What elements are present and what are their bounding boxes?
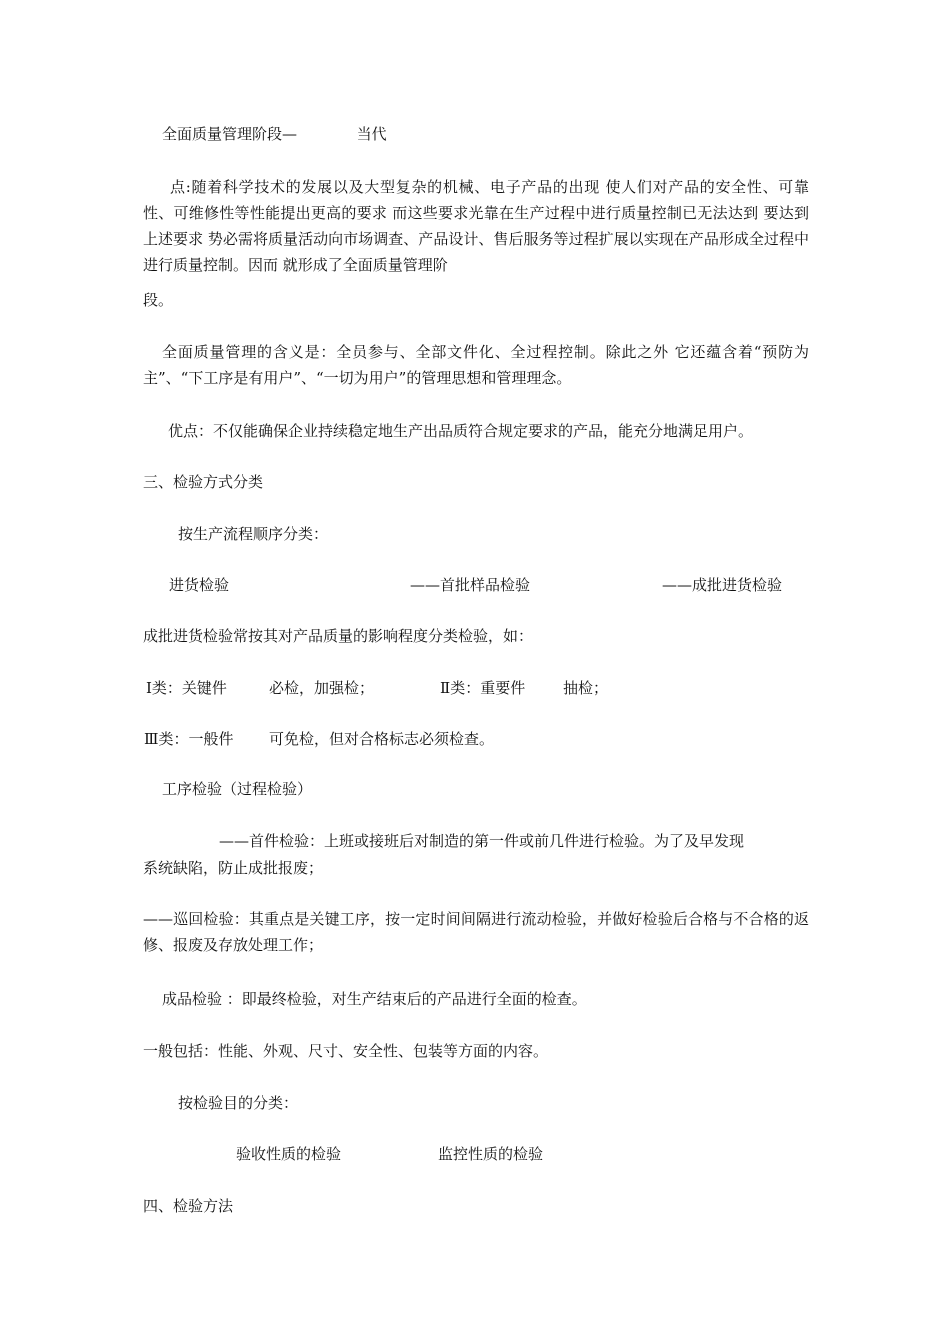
section-4-heading: 四、检验方法 (143, 1197, 234, 1215)
acceptance-inspection: 验收性质的检验 (236, 1145, 342, 1163)
class-1-rule: 必检，加强检； (269, 679, 375, 697)
by-purpose-heading: 按检验目的分类： (178, 1094, 299, 1112)
meaning-paragraph: 全面质量管理的含义是：全员参与、全部文件化、全过程控制。除此之外 它还蕴含着“预防为主”、“下工序是有用户”、“一切为用户”的管理思想和管理理念。 (143, 343, 809, 387)
feature-paragraph-tail: 段。 (143, 291, 174, 309)
stage-title: 全面质量管理阶段— (162, 125, 298, 143)
first-piece-line-1: ——首件检验：上班或接班后对制造的第一件或前几件进行检验。为了及早发现 (219, 832, 745, 850)
advantage-text: 优点：不仅能确保企业持续稳定地生产出品质符合规定要求的产品，能充分地满足用户。 (168, 422, 754, 440)
feature-paragraph: 点:随着科学技术的发展以及大型复杂的机械、电子产品的出现 使人们对产品的安全性、可靠性、可维修性等性能提出更高的要求 而这些要求光靠在生产过程中进行质量控制已无法达到 要达到上述要求 势必需将质量活动向市场调查、产品设计、售后服务等过程扩展以实现在产品形成全过程中进行质量控制。因而 就形成了全面质量管理阶 (143, 178, 809, 274)
section-3-heading: 三、检验方式分类 (143, 473, 264, 491)
stage-era: 当代 (356, 125, 387, 143)
first-batch-inspection: ——首批样品检验 (410, 576, 531, 594)
class-3-rule: 可免检，但对合格标志必须检查。 (269, 730, 495, 748)
general-includes: 一般包括：性能、外观、尺寸、安全性、包装等方面的内容。 (143, 1042, 549, 1060)
by-flow-heading: 按生产流程顺序分类： (178, 525, 329, 543)
first-piece-line-2: 系统缺陷，防止成批报废； (143, 859, 324, 877)
class-2-label: Ⅱ类：重要件 (440, 679, 526, 697)
final-inspection: 成品检验 ：即最终检验，对生产结束后的产品进行全面的检查。 (162, 990, 587, 1008)
monitoring-inspection: 监控性质的检验 (438, 1145, 544, 1163)
class-2-rule: 抽检； (563, 679, 609, 697)
patrol-inspection: ——巡回检验：其重点是关键工序，按一定时间间隔进行流动检验，并做好检验后合格与不合格的返修、报废及存放处理工作； (143, 910, 809, 954)
stage-heading (162, 121, 387, 147)
class-3-label: Ⅲ类：一般件 (144, 730, 234, 748)
process-inspection-heading: 工序检验（过程检验） (162, 780, 313, 798)
class-1-label: Ⅰ类：关键件 (146, 679, 227, 697)
incoming-inspection: 进货检验 (169, 576, 230, 594)
batch-description: 成批进货检验常按其对产品质量的影响程度分类检验，如： (143, 627, 534, 645)
batch-incoming-inspection: ——成批进货检验 (662, 576, 783, 594)
